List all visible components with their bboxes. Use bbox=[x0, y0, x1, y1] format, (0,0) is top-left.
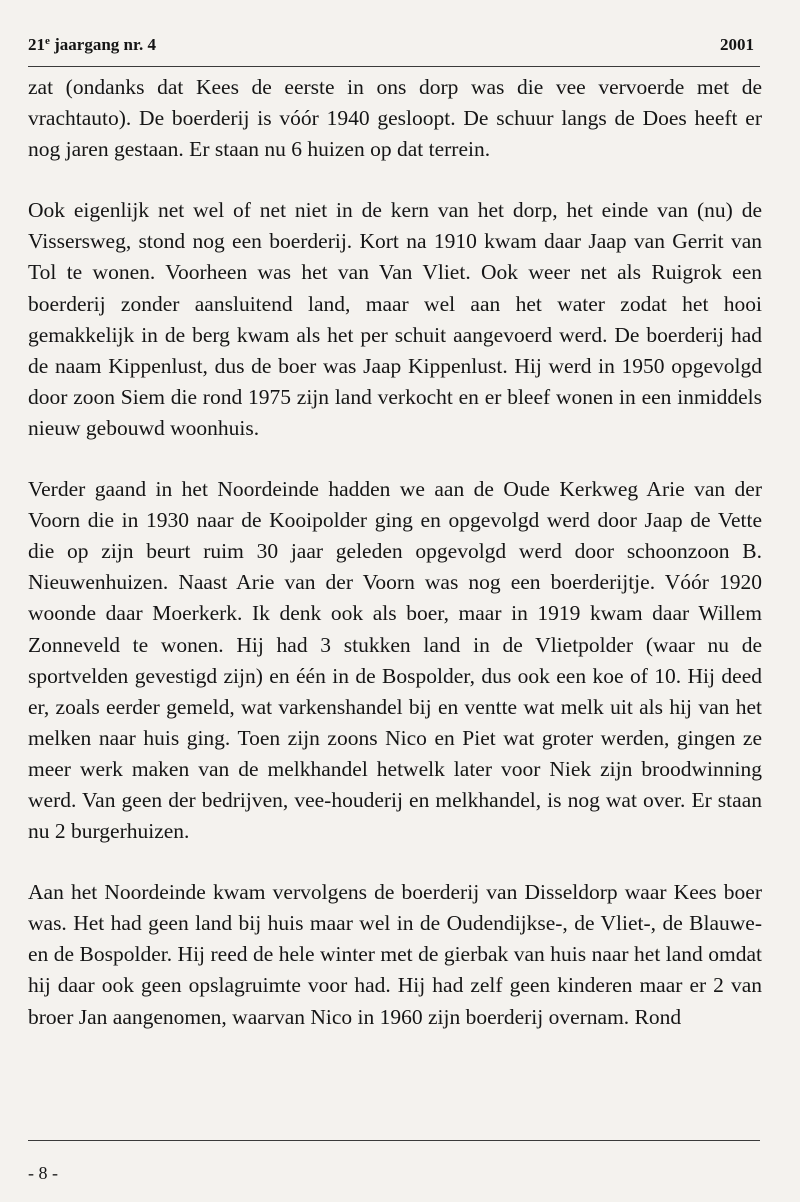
paragraph-4: Aan het Noordeinde kwam vervolgens de boerderij van Disseldorp waar Kees boer was. Het had geen land bij huis maar wel in de Oudendijkse-, de Vliet-, de Blauwe- en de Bospolder. Hij reed de hele winter met de gierbak van huis naar het land omdat hij daar ook geen opslagruimte voor had. Hij had zelf geen kinderen maar er 2 van broer Jan aangenomen, waarvan Nico in 1960 zijn boerderij overnam. Rond bbox=[28, 880, 762, 1029]
issue-label: jaargang nr. 4 bbox=[49, 35, 156, 54]
paragraph-3: Verder gaand in het Noordeinde hadden we aan de Oude Kerkweg Arie van der Voorn die in 1930 naar de Kooipolder ging en opgevolgd werd door Jaap de Vette die op zijn beurt ruim 30 jaar geleden opgevolgd werd door schoonzoon B. Nieuwenhuizen. Naast Arie van der Voorn was nog een boerderijtje. Vóór 1920 woonde daar Moerkerk. Ik denk ook als boer, maar in 1919 kwam daar Willem Zonneveld te wonen. Hij had 3 stukken land in de Vlietpolder (waar nu de sportvelden gevestigd zijn) en één in de Bospolder, dus ook een koe of 10. Hij deed er, zoals eerder gemeld, wat varkenshandel bij en ventte wat melk uit als hij van het melken naar huis ging. Toen zijn zoons Nico en Piet wat groter werden, gingen ze meer werk maken van de melkhandel hetwelk later voor Niek zijn broodwinning werd. Van geen der bedrijven, vee-houderij en melkhandel, is nog wat over. Er staan nu 2 burgerhuizen. bbox=[28, 477, 762, 844]
paragraph-2: Ook eigenlijk net wel of net niet in de kern van het dorp, het einde van (nu) de Vissersweg, stond nog een boerderij. Kort na 1910 kwam daar Jaap van Gerrit van Tol te wonen. Voorheen was het van Van Vliet. Ook weer net als Ruigrok een boerderij zonder aansluitend land, maar wel aan het water zodat het hooi gemakkelijk in de berg kwam als het per schuit aangevoerd werd. De boerderij had de naam Kippenlust, dus de boer was Jaap Kippenlust. Hij werd in 1950 opgevolgd door zoon Siem die rond 1975 zijn land verkocht en er bleef wonen in een inmiddels nieuw gebouwd woonhuis. bbox=[28, 198, 762, 440]
footer-rule bbox=[28, 1140, 760, 1141]
volume-issue bbox=[28, 34, 156, 56]
header-rule bbox=[28, 66, 760, 67]
volume-ordinal-suffix: e bbox=[45, 35, 50, 47]
page-number: - 8 - bbox=[28, 1163, 58, 1183]
volume-number: 21 bbox=[28, 35, 45, 54]
paragraph-1: zat (ondanks dat Kees de eerste in ons dorp was die vee vervoerde met de vrachtauto). De boerderij is vóór 1940 gesloopt. De schuur langs de Does heeft er nog jaren gestaan. Er staan nu 6 huizen op dat terrein. bbox=[28, 75, 762, 162]
article-body bbox=[28, 72, 762, 1033]
running-header bbox=[28, 34, 754, 56]
publication-year: 2001 bbox=[720, 35, 754, 54]
